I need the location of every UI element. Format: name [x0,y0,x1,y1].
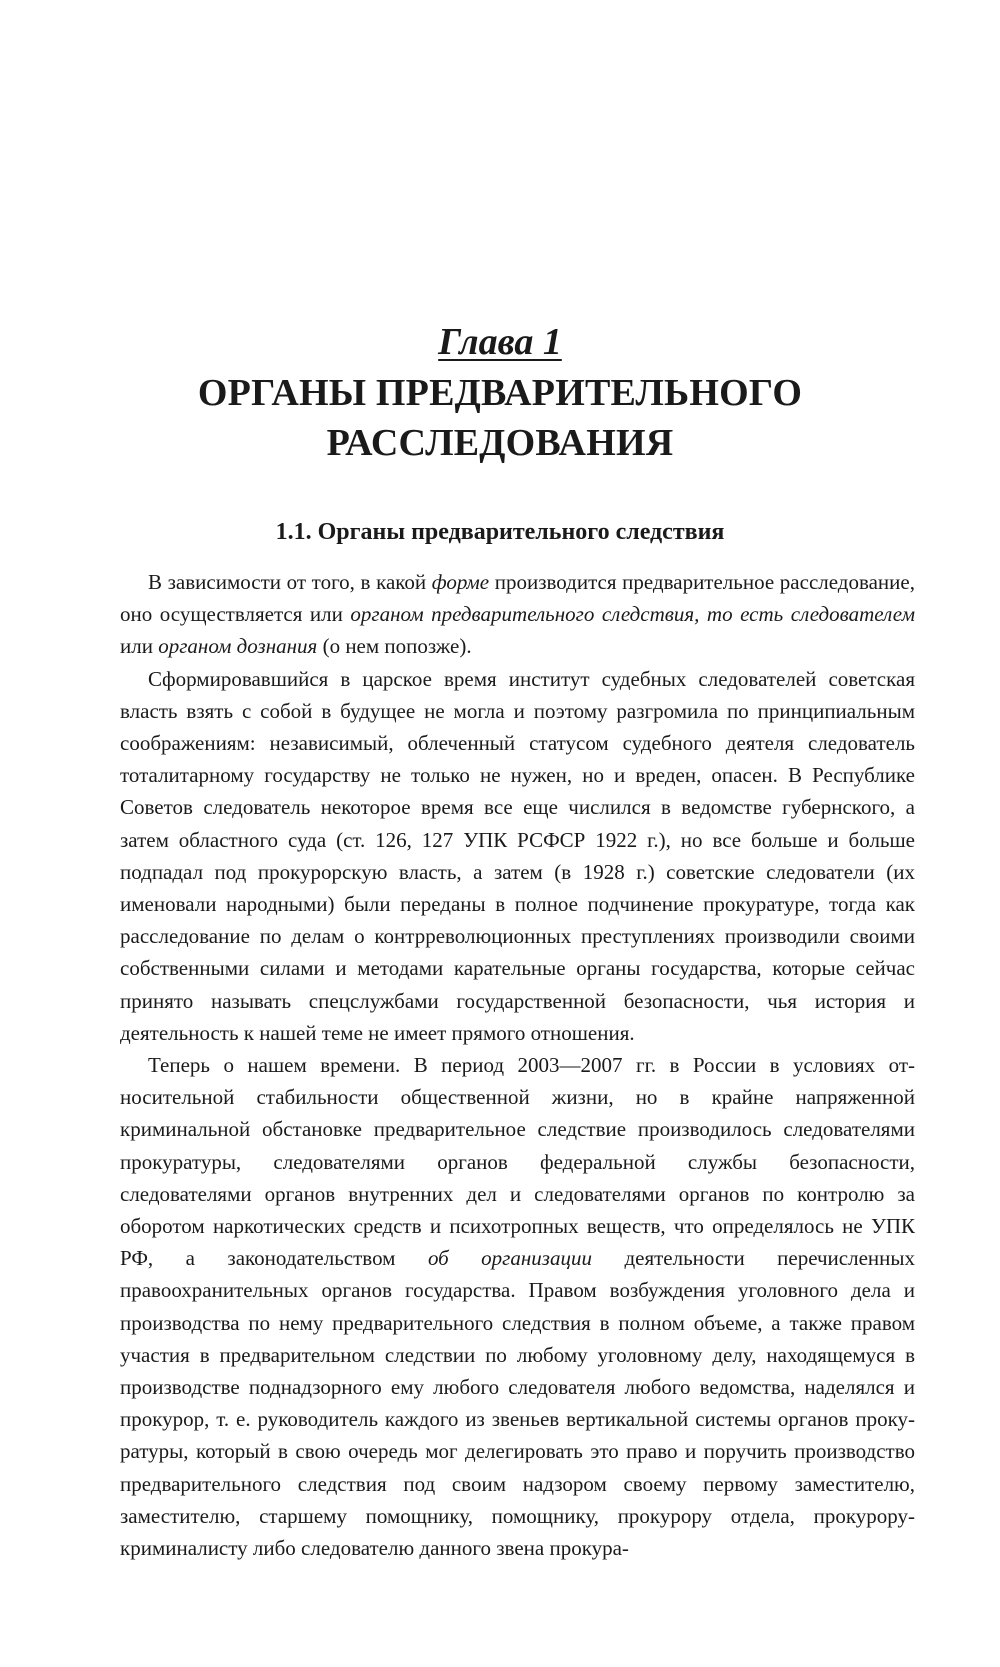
p3-text-1: Теперь о нашем времени. В период 2003—2007 гг. в России в условиях относительной стабильности общественной жизни, но в крайне напряженной криминальной обстановке предварительное следствие производилось следователями прокуратуры, следователями органов федеральной службы безопасности, следователями органов внутренних дел и следователями органов по контролю за оборотом наркотических средств и психотропных веществ, что определялось не УПК РФ, а законодательством [120,1053,915,1271]
chapter-title-line-2: РАССЛЕДОВАНИЯ [326,422,674,464]
chapter-title-line-1: ОРГАНЫ ПРЕДВАРИТЕЛЬНОГО [197,372,803,414]
p1-text-2: производится предварительное расследование, оно осуществляется или [120,570,915,627]
paragraph-3 [120,1049,915,1564]
chapter-label-text: Глава 1 [438,321,562,363]
chapter-label [0,318,1000,366]
paragraph-2: Сформировавшийся в царское время институт судебных следователей советская власть взять с собой в будущее не могла и поэтому разгромила по принципиальным соображениям: независимый, облеченный статусом судебного деятеля следователь тоталитарному государству не только не нужен, но и вреден, опасен. В Республике Советов следователь некоторое время все еще числился в ведомстве губернского, а затем областного суда (ст. 126, 127 УПК РСФСР 1922 г.), но все больше и больше подпадал под прокурорскую власть, а затем (в 1928 г.) советские следователи (их именовали народными) были переданы в полное подчинение прокуратуре, тогда как расследование по делам о контрреволюционных преступлениях производили своими собственными силами и методами карательные органы государства, которые сейчас принято называть спецслужбами государственной безопасности, чья история и деятельность к нашей теме не имеет прямого отношения. [120,666,915,1045]
section-heading: 1.1. Органы предварительного следствия [275,519,725,545]
p1-italic-1: форме [431,570,490,594]
p1-italic-3: органом дознания [158,634,318,659]
p3-text-2: деятельности перечисленных правоохранительных органов государства. Правом возбуждения уголовного дела и производства по нему предварительного следствия в полном объеме, а также правом участия в предварительном следствии по любому уголовному делу, находящемуся в производстве поднадзорного ему любого следователя любого ведомства, наделялся и прокурор, т. е. руководитель каждого из звеньев вертикальной системы органов прокуратуры, который в свою очередь мог делегировать это право и поручить производство предварительного следствия под своим надзором своему первому заместителю, заместителю, старшему помощнику, помощнику, прокурору отдела, прокурору-криминалисту либо следователю данного звена прокура- [120,1246,916,1561]
body-text [120,566,915,1564]
p1-text-3: или [120,634,159,659]
p1-text-1: В зависимости от того, в какой [148,570,432,594]
paragraph-1 [120,566,915,663]
chapter-title [0,368,1000,468]
p1-text-4: (о нем попозже). [317,634,472,659]
p3-italic-1: об организации [427,1246,592,1271]
p1-italic-2: органом предварительного следствия, то есть следователем [350,602,915,627]
